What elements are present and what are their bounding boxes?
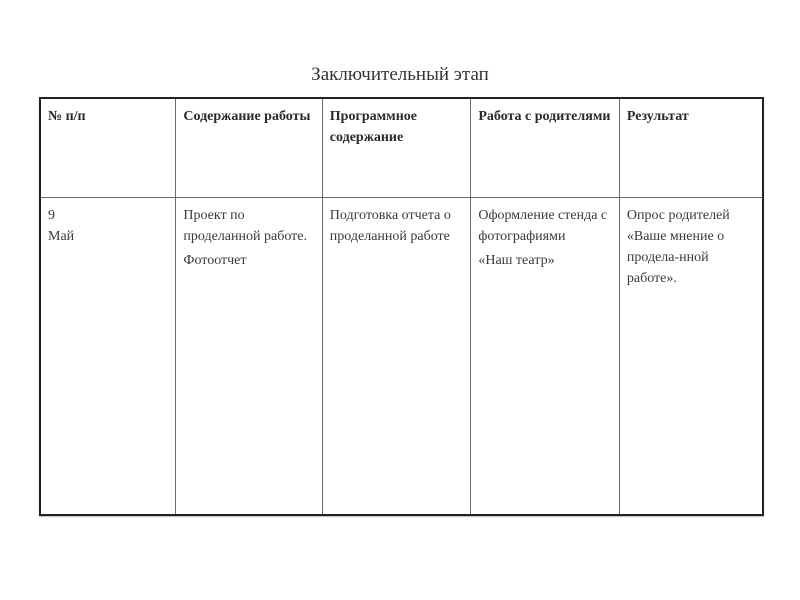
header-parents-work: Работа с родителями <box>471 98 620 198</box>
cell-number <box>40 198 176 516</box>
plan-table <box>39 97 764 516</box>
header-program-content: Программное содержание <box>322 98 471 198</box>
result-text: Опрос родителей «Ваше мнение о продела-нной работе». <box>626 208 730 286</box>
header-number: № п/п <box>40 98 176 198</box>
page-title: Заключительный этап <box>311 64 489 85</box>
parents-work-text: Оформление стенда с фотографиями <box>478 208 608 244</box>
header-work-content: Содержание работы <box>176 98 322 198</box>
cell-work-content <box>176 198 322 516</box>
work-content-text-2: Фотоотчет <box>183 253 247 268</box>
cell-result <box>619 198 763 516</box>
parents-work-text-2: «Наш театр» <box>478 253 555 268</box>
cell-parents-work <box>471 198 620 516</box>
row-number: 9 <box>48 208 55 223</box>
work-content-text: Проект по проделанной работе. <box>183 208 307 244</box>
header-row <box>40 98 763 198</box>
table-row <box>40 198 763 516</box>
header-result: Результат <box>619 98 763 198</box>
program-content-text: Подготовка отчета о проделанной работе <box>329 208 451 244</box>
row-month: Май <box>48 229 75 244</box>
cell-program-content <box>322 198 471 516</box>
